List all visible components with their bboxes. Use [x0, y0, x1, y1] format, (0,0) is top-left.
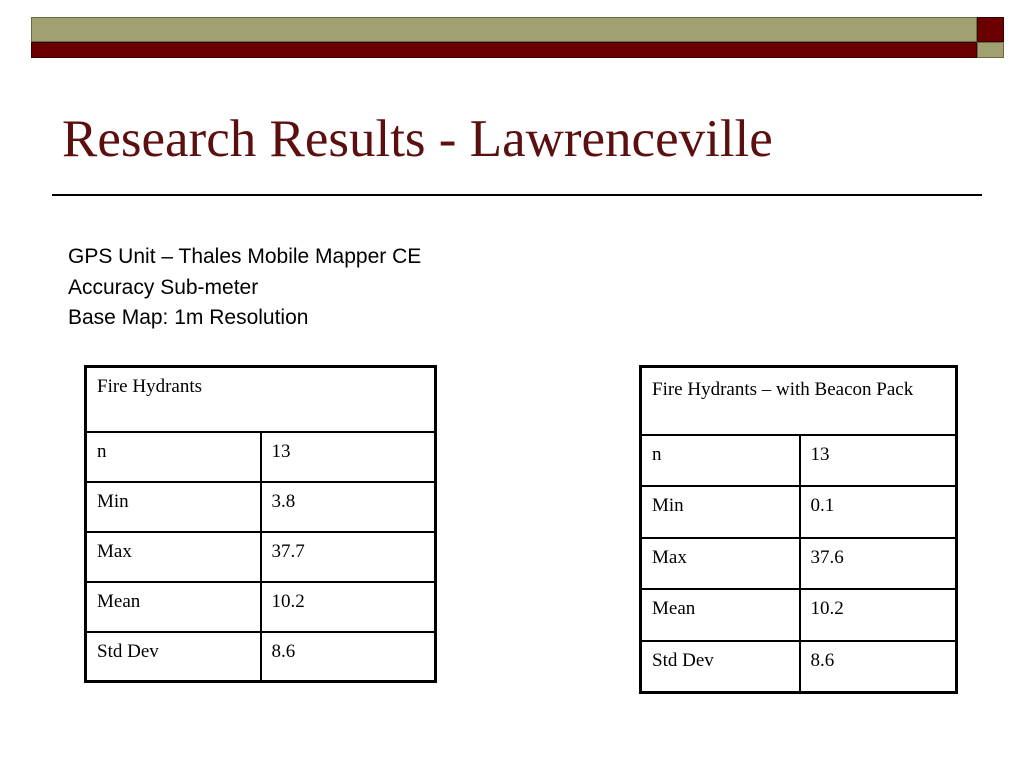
banner-olive-bar [31, 17, 977, 42]
fire-hydrants-table [84, 365, 437, 683]
table-header: Fire Hydrants – with Beacon Pack [641, 367, 957, 435]
row-label: Max [86, 532, 261, 582]
row-value: 3.8 [261, 482, 436, 532]
table-header-row [641, 367, 957, 435]
table-row [641, 589, 957, 641]
title-divider [52, 194, 982, 196]
table-row [641, 538, 957, 590]
row-label: Std Dev [641, 641, 800, 693]
detail-accuracy: Accuracy Sub-meter [68, 275, 259, 299]
row-value: 0.1 [800, 486, 957, 538]
row-label: Mean [641, 589, 800, 641]
gps-details [68, 242, 421, 334]
row-value: 13 [261, 432, 436, 482]
table-row [86, 582, 436, 632]
table-row [641, 486, 957, 538]
table-row [86, 482, 436, 532]
row-value: 10.2 [800, 589, 957, 641]
row-label: Max [641, 538, 800, 590]
row-label: n [86, 432, 261, 482]
fire-hydrants-beacon-table [639, 365, 958, 694]
detail-base-map: Base Map: 1m Resolution [68, 306, 309, 329]
row-value: 37.7 [261, 532, 436, 582]
row-label: Mean [86, 582, 261, 632]
table-row [86, 532, 436, 582]
banner-maroon-square [977, 17, 1004, 42]
row-label: n [641, 435, 800, 487]
detail-gps-unit: GPS Unit – Thales Mobile Mapper CE [68, 245, 422, 268]
banner-maroon-bar [31, 42, 977, 58]
banner-olive-square [977, 42, 1004, 58]
table-row [86, 632, 436, 682]
table-row [86, 432, 436, 482]
table-header: Fire Hydrants [86, 367, 436, 432]
row-value: 37.6 [800, 538, 957, 590]
row-value: 10.2 [261, 582, 436, 632]
row-value: 8.6 [261, 632, 436, 682]
table-row [641, 435, 957, 487]
row-value: 13 [800, 435, 957, 487]
slide-title: Research Results - Lawrenceville [62, 110, 773, 168]
row-label: Min [86, 482, 261, 532]
row-label: Min [641, 486, 800, 538]
row-label: Std Dev [86, 632, 261, 682]
table-header-row [86, 367, 436, 432]
table-row [641, 641, 957, 693]
row-value: 8.6 [800, 641, 957, 693]
